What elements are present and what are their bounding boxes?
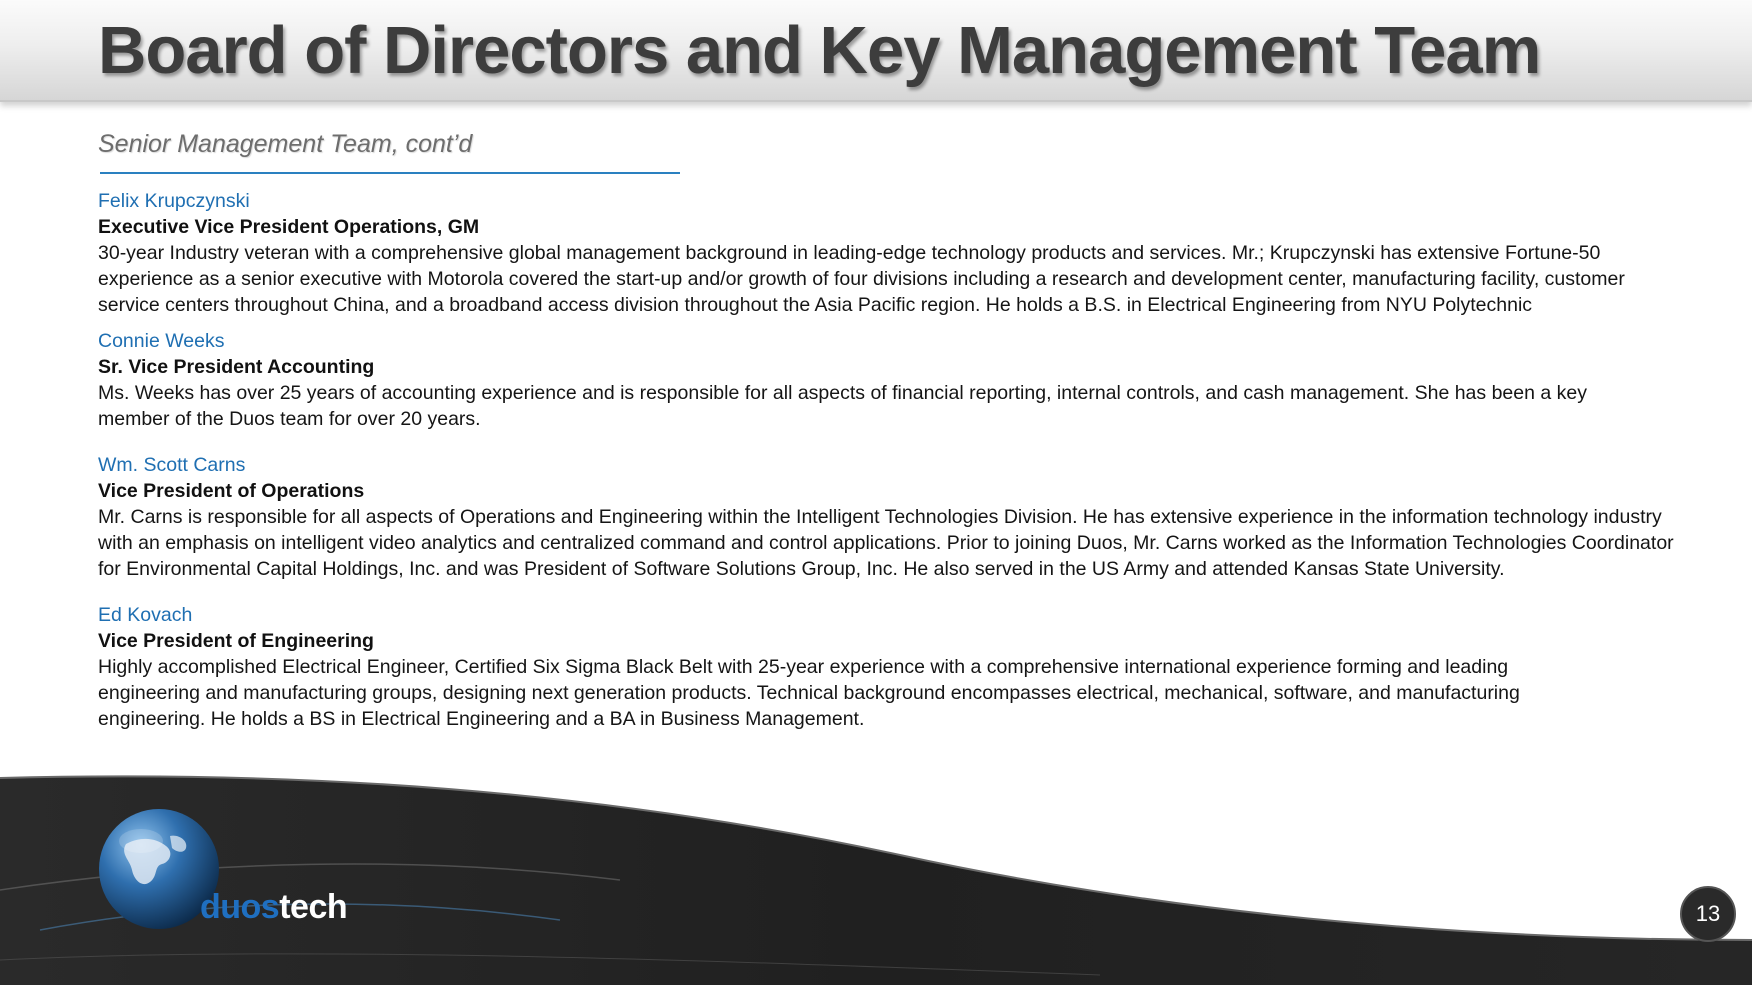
person-role: Executive Vice President Operations, GM (98, 216, 480, 238)
person-role: Vice President of Operations (98, 480, 365, 502)
person-entry (98, 452, 1678, 582)
person-role: Vice President of Engineering (98, 630, 374, 652)
footer-wave (0, 760, 1752, 985)
person-role: Sr. Vice President Accounting (98, 356, 375, 378)
person-bio: Highly accomplished Electrical Engineer, Certified Six Sigma Black Belt with 25-year experience with a comprehensive international experience forming and leading engineering and manufacturing groups, designing next generation products. Technical background encompasses electrical, mechanical, software, and manufacturing engineering. He holds a BS in Electrical Engineering and a BA in Business Management. (98, 656, 1520, 730)
person-name: Ed Kovach (98, 604, 193, 626)
brand-tech: tech (279, 888, 348, 926)
person-bio: Mr. Carns is responsible for all aspects of Operations and Engineering within the Intelligent Technologies Division. He has extensive experience in the information technology industry with an emphasis on intelligent video analytics and centralized command and control applications. Prior to joining Duos, Mr. Carns worked as the Information Technologies Coordinator for Environmental Capital Holdings, Inc. and was President of Software Solutions Group, Inc. He also served in the US Army and attended Kansas State University. (98, 506, 1674, 580)
person-bio: 30-year Industry veteran with a comprehensive global management background in leading-edge technology products and services. Mr.; Krupczynski has extensive Fortune-50 experience as a senior executive with Motorola covered the start-up and/or growth of four divisions including a research and development center, manufacturing facility, customer service centers throughout China, and a broadband access division throughout the Asia Pacific region. He holds a B.S. in Electrical Engineering from NYU Polytechnic (98, 242, 1625, 316)
person-name: Wm. Scott Carns (98, 454, 246, 476)
brand-duos: duos (200, 888, 280, 926)
section-subtitle: Senior Management Team, cont’d (98, 130, 473, 158)
person-entry (98, 188, 1678, 318)
person-bio: Ms. Weeks has over 25 years of accounting experience and is responsible for all aspects of financial reporting, internal controls, and cash management. She has been a key member of the Duos team for over 20 years. (98, 382, 1587, 430)
page-number: 13 (1680, 886, 1736, 942)
subtitle-underline (100, 172, 680, 174)
slide-title: Board of Directors and Key Management Team (98, 13, 1541, 88)
person-name: Connie Weeks (98, 330, 225, 352)
person-name: Felix Krupczynski (98, 190, 250, 212)
title-bar (0, 0, 1752, 102)
management-list (98, 188, 1678, 732)
person-entry (98, 328, 1678, 432)
person-entry (98, 602, 1678, 732)
brand-logo (200, 888, 347, 927)
